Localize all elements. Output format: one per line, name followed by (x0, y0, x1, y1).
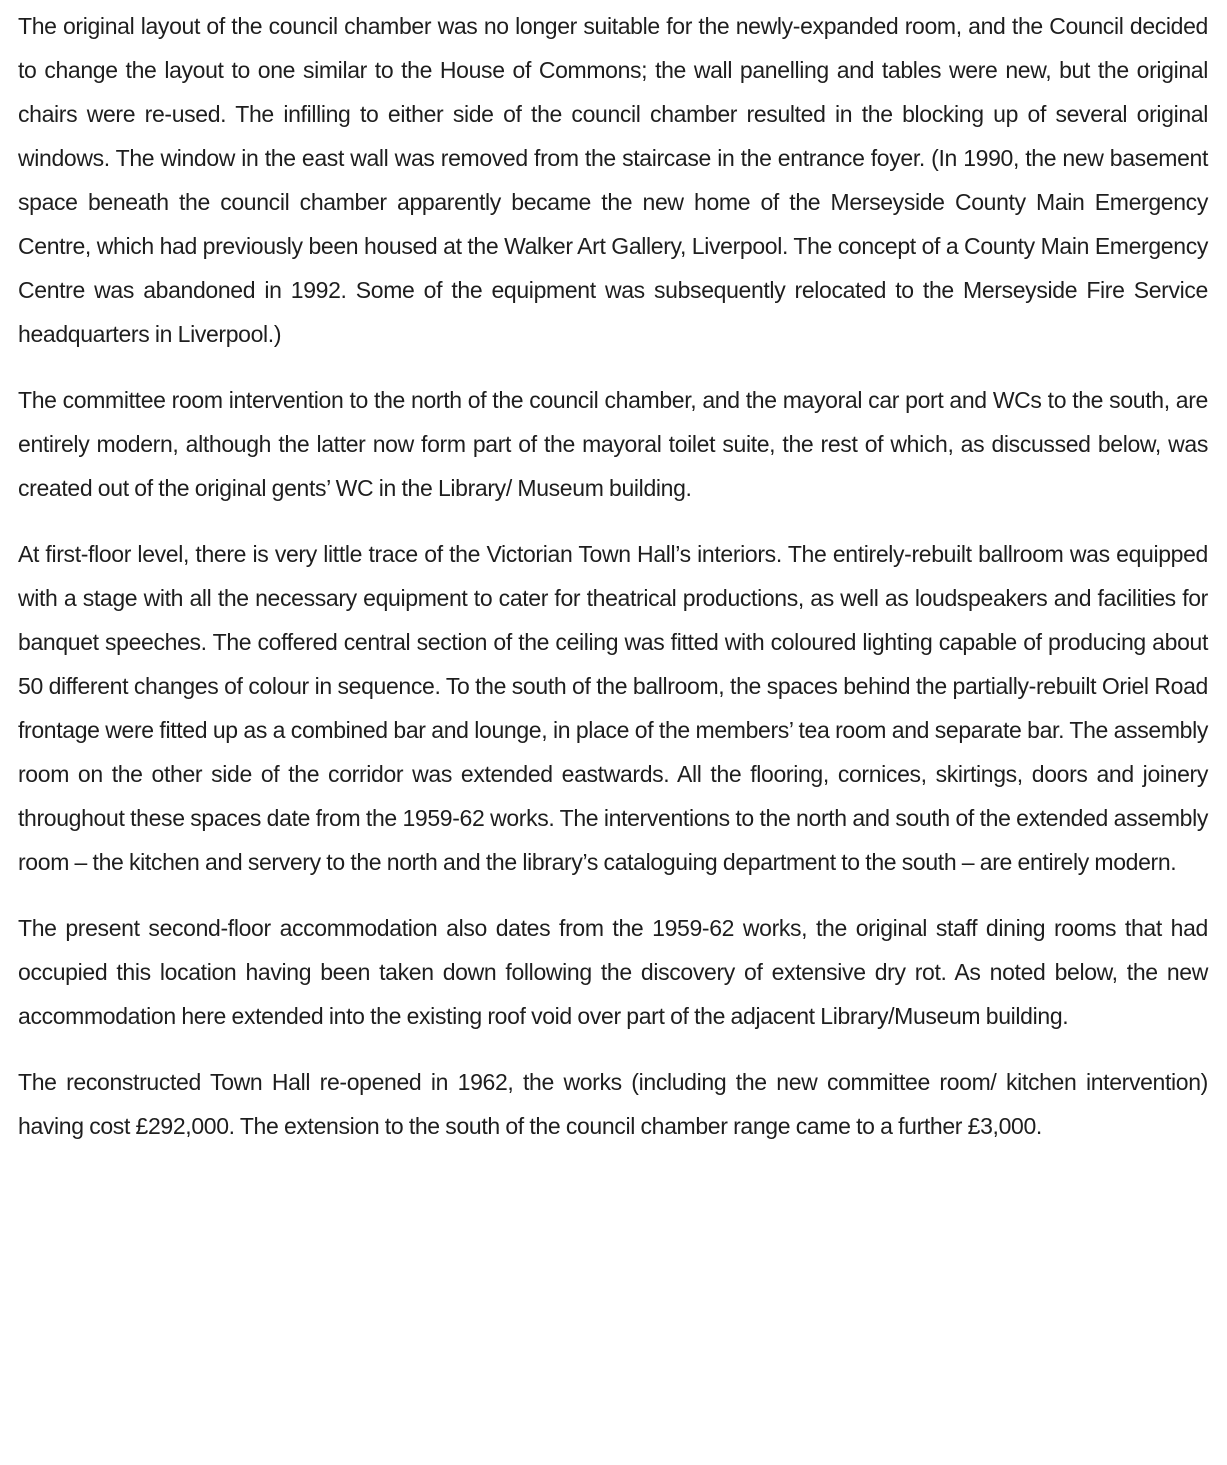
document-body (18, 4, 1208, 1148)
paragraph-committee-room-intervention: The committee room intervention to the north of the council chamber, and the mayoral car port and WCs to the south, are entirely modern, although the latter now form part of the mayoral toilet suite, the rest of which, as discussed below, was created out of the original gents’ WC in the Library/ Museum building. (18, 387, 1208, 501)
paragraph-reconstruction-cost: The reconstructed Town Hall re-opened in 1962, the works (including the new committee room/ kitchen intervention) having cost £292,000. The extension to the south of the council chamber range came to a further £3,000. (18, 1069, 1208, 1139)
paragraph-first-floor-level: At first-floor level, there is very little trace of the Victorian Town Hall’s interiors. The entirely-rebuilt ballroom was equipped with a stage with all the necessary equipment to cater for theatrical productions, as well as loudspeakers and facilities for banquet speeches. The coffered central section of the ceiling was fitted with coloured lighting capable of producing about 50 different changes of colour in sequence. To the south of the ballroom, the spaces behind the partially-rebuilt Oriel Road frontage were fitted up as a combined bar and lounge, in place of the members’ tea room and separate bar. The assembly room on the other side of the corridor was extended eastwards. All the flooring, cornices, skirtings, doors and joinery throughout these spaces date from the 1959-62 works. The interventions to the north and south of the extended assembly room – the kitchen and servery to the north and the library’s cataloguing department to the south – are entirely modern. (18, 541, 1208, 875)
paragraph-second-floor-accommodation: The present second-floor accommodation also dates from the 1959-62 works, the original staff dining rooms that had occupied this location having been taken down following the discovery of extensive dry rot. As noted below, the new accommodation here extended into the existing roof void over part of the adjacent Library/Museum building. (18, 915, 1208, 1029)
paragraph-council-chamber-layout: The original layout of the council chamber was no longer suitable for the newly-expanded room, and the Council decided to change the layout to one similar to the House of Commons; the wall panelling and tables were new, but the original chairs were re-used. The infilling to either side of the council chamber resulted in the blocking up of several original windows. The window in the east wall was removed from the staircase in the entrance foyer. (In 1990, the new basement space beneath the council chamber apparently became the new home of the Merseyside County Main Emergency Centre, which had previously been housed at the Walker Art Gallery, Liverpool. The concept of a County Main Emergency Centre was abandoned in 1992. Some of the equipment was subsequently relocated to the Merseyside Fire Service headquarters in Liverpool.) (18, 13, 1208, 347)
